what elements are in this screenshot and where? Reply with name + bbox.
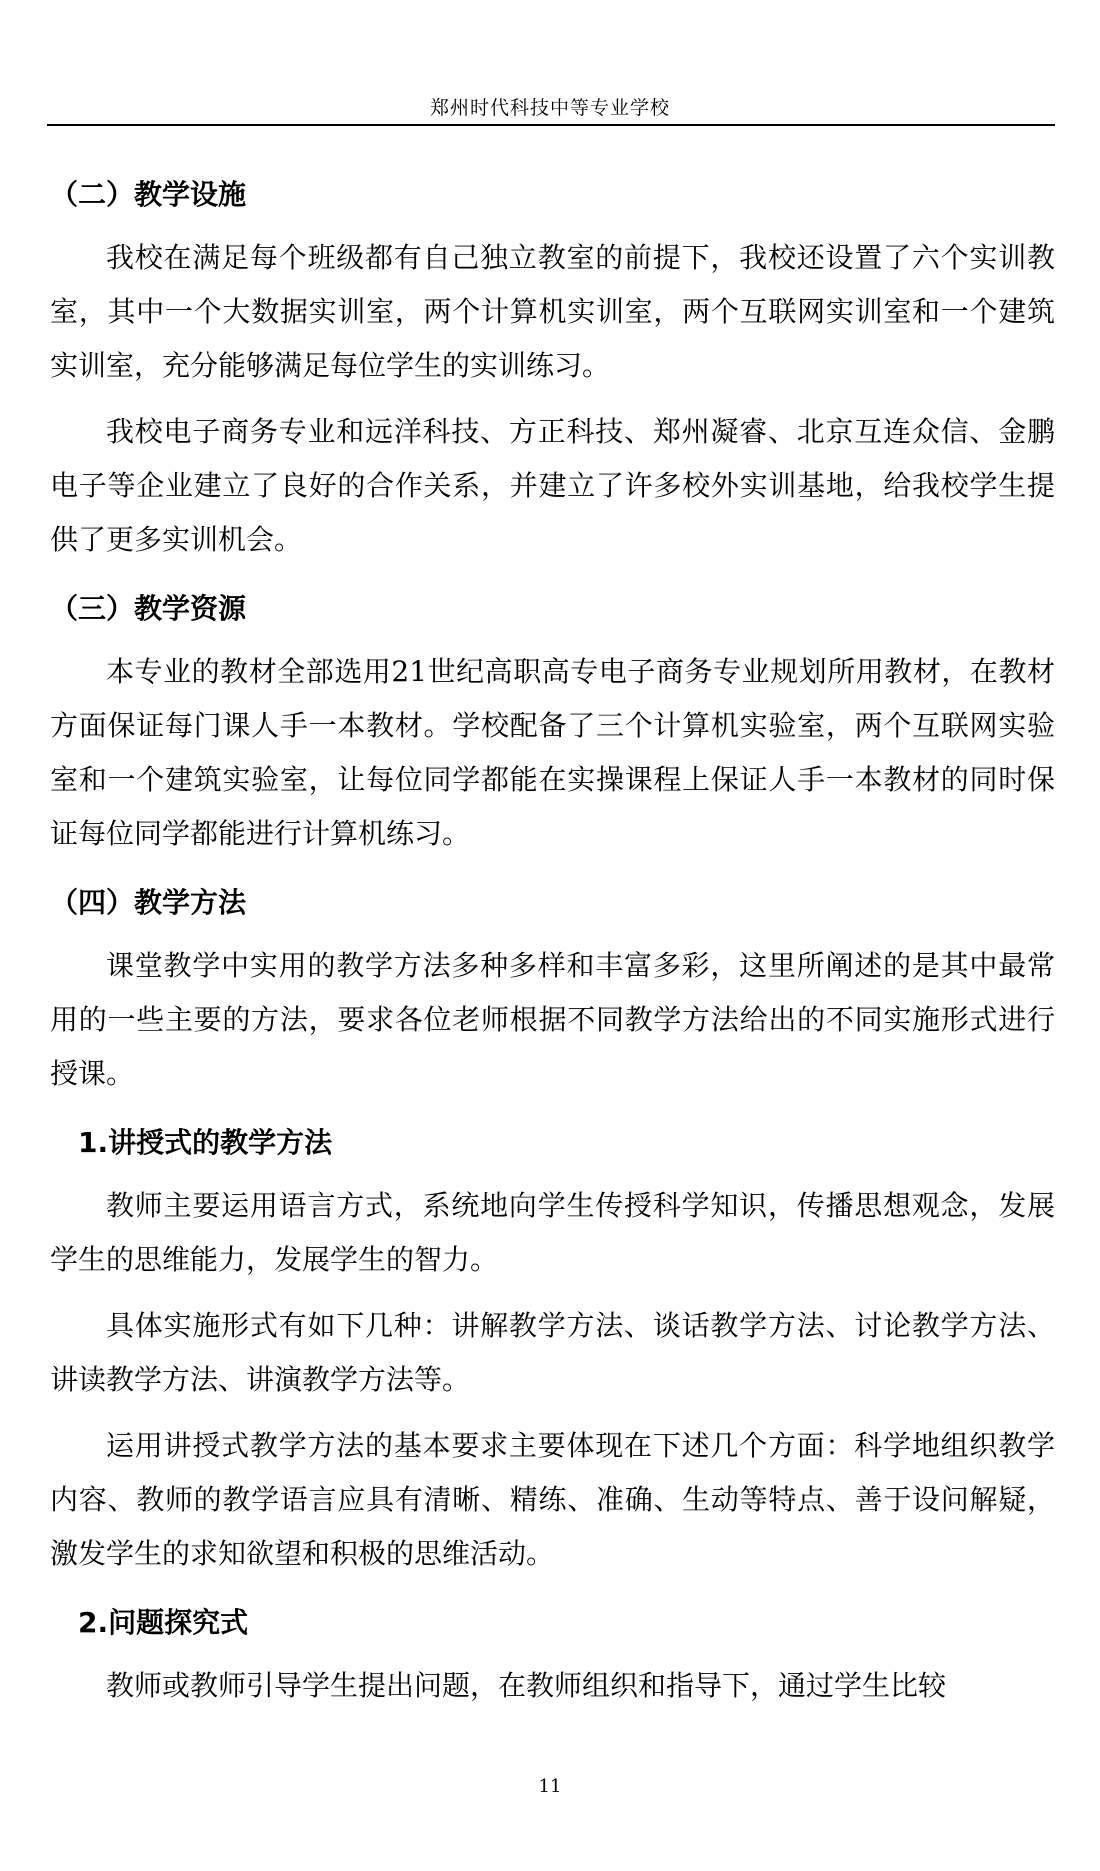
subsection-heading-inquiry: 2.问题探究式 bbox=[78, 1606, 249, 1639]
paragraph: 本专业的教材全部选用21世纪高职高专电子商务专业规划所用教材，在教材方面保证每门课人手一本教材。学校配备了三个计算机实验室，两个互联网实验室和一个建筑实验室，让每位同学都能在实操课程上保证人手一本教材的同时保证每位同学都能进行计算机练习。 bbox=[50, 655, 1055, 850]
page-header-title: 郑州时代科技中等专业学校 bbox=[429, 97, 670, 119]
section-heading-resources: （三）教学资源 bbox=[50, 592, 247, 625]
section-heading-methods: （四）教学方法 bbox=[50, 886, 247, 919]
paragraph: 运用讲授式教学方法的基本要求主要体现在下述几个方面：科学地组织教学内容、教师的教学语言应具有清晰、精练、准确、生动等特点、善于设问解疑，激发学生的求知欲望和积极的思维活动。 bbox=[50, 1429, 1055, 1570]
paragraph: 教师主要运用语言方式，系统地向学生传授科学知识，传播思想观念，发展学生的思维能力，发展学生的智力。 bbox=[50, 1189, 1055, 1276]
paragraph: 具体实施形式有如下几种：讲解教学方法、谈话教学方法、讨论教学方法、讲读教学方法、讲演教学方法等。 bbox=[50, 1309, 1055, 1396]
paragraph: 我校在满足每个班级都有自己独立教室的前提下，我校还设置了六个实训教室，其中一个大数据实训室，两个计算机实训室，两个互联网实训室和一个建筑实训室，充分能够满足每位学生的实训练习。 bbox=[50, 241, 1055, 382]
document-body bbox=[50, 165, 1055, 1725]
paragraph: 课堂教学中实用的教学方法多种多样和丰富多彩，这里所阐述的是其中最常用的一些主要的方法，要求各位老师根据不同教学方法给出的不同实施形式进行授课。 bbox=[50, 949, 1055, 1090]
subsection-heading-lecture: 1.讲授式的教学方法 bbox=[78, 1126, 333, 1159]
section-heading-facilities: （二）教学设施 bbox=[50, 178, 247, 211]
header-divider bbox=[47, 124, 1055, 126]
paragraph: 教师或教师引导学生提出问题，在教师组织和指导下，通过学生比较 bbox=[106, 1669, 947, 1702]
page-number: 11 bbox=[538, 1776, 562, 1797]
paragraph: 我校电子商务专业和远洋科技、方正科技、郑州凝睿、北京互连众信、金鹏电子等企业建立了良好的合作关系，并建立了许多校外实训基地，给我校学生提供了更多实训机会。 bbox=[50, 415, 1055, 556]
